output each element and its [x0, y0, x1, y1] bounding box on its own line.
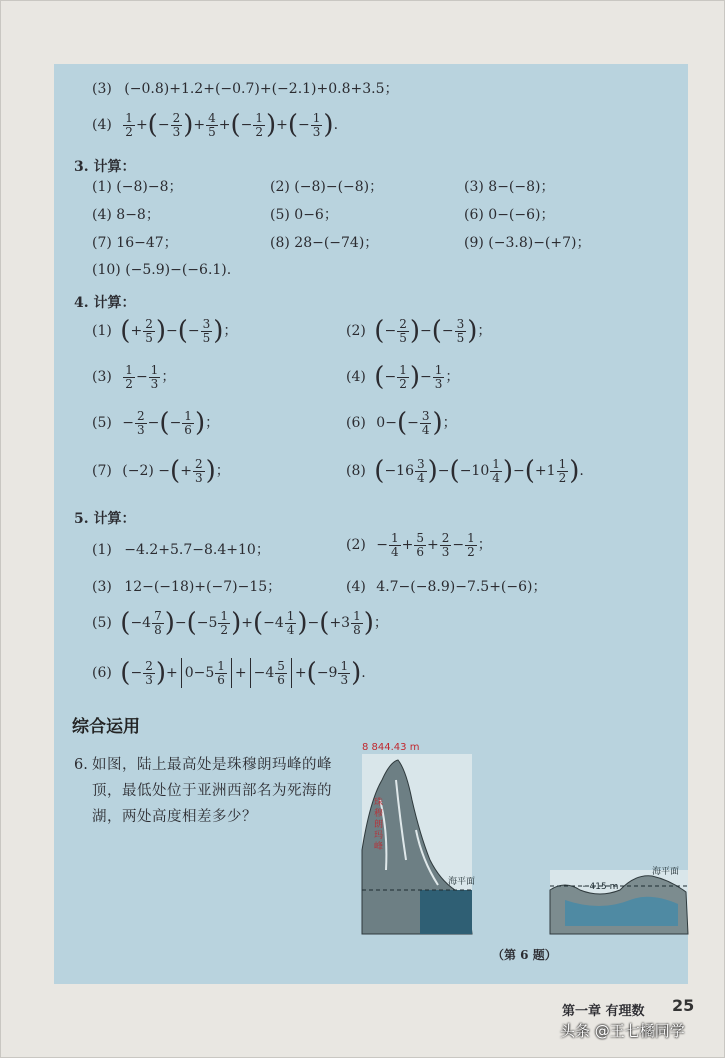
- item-label: (1): [92, 323, 112, 340]
- sea-level-label-left: 海平面: [448, 877, 476, 887]
- q4-item-3: (3) $\frac{1}{2}$ − $\frac{1}{3}$ ；: [92, 363, 176, 391]
- item-label: (3): [92, 81, 112, 97]
- q4-item-1: (1) (+ $\frac{2}{5}$ )−(− $\frac{3}{5}$ )；: [92, 316, 238, 347]
- watermark: 头条 @王七橘同学: [560, 1022, 685, 1040]
- item-expression: 12−(−18)+(−7)−15；: [124, 579, 282, 595]
- item-expression: 4.7−(−8.9)−7.5+(−6)；: [376, 579, 547, 595]
- q3-item-7: (7) 16−47；: [92, 235, 178, 251]
- q3-item-8: (8) 28−(−74)；: [270, 235, 379, 251]
- q5-item-5: (5) (−4 $\frac{7}{8}$ )−(−5 $\frac{1}{2}$ )+(−4 $\frac{1}{4}$ )−(+3 $\frac{1}{8}$ )；: [92, 608, 388, 639]
- q4-item-5: (5) − $\frac{2}{3}$ −(− $\frac{1}{6}$ )；: [92, 408, 220, 439]
- q5-item-3: [92, 580, 281, 594]
- item-label: (6): [92, 665, 112, 681]
- figure-caption: （第 6 题）: [492, 948, 557, 962]
- item-expression: (−0.8)+1.2+(−0.7)+(−2.1)+0.8+3.5；: [124, 81, 399, 97]
- item-label: (3): [92, 369, 112, 386]
- q3-item-9: (9) (−3.8)−(+7)；: [464, 235, 591, 251]
- q5-item-1: [92, 543, 270, 557]
- q5-title: 5. 计算：: [74, 511, 136, 527]
- q3-item-5: (5) 0−6；: [270, 207, 338, 223]
- q3-item-6: (6) 0−(−6)；: [464, 207, 555, 223]
- chapter-title: 第一章 有理数: [562, 1004, 645, 1019]
- q4-item-2: (2) (− $\frac{2}{5}$ )−(− $\frac{3}{5}$ )；: [346, 316, 492, 347]
- everest-deadsea-illustration: [360, 740, 690, 940]
- item-label: (4): [92, 117, 112, 134]
- page-number: 25: [672, 996, 695, 1015]
- everest-name-label: 珠穆朗玛峰: [374, 798, 384, 852]
- q6-text: 如图，陆上最高处是珠穆朗玛峰的峰顶，最低处位于亚洲西部名为死海的湖，两处高度相差多少？: [92, 757, 332, 825]
- item-label: (5): [92, 615, 112, 632]
- q4-title: 4. 计算：: [74, 295, 136, 311]
- section-heading: 综合运用: [72, 717, 140, 737]
- q3-item-3: (3) 8−(−8)；: [464, 179, 555, 195]
- q3-item-4: (4) 8−8；: [92, 207, 160, 223]
- q5-item-2: (2) − $\frac{1}{4}$ + $\frac{5}{6}$ + $\frac{2}{3}$ − $\frac{1}{2}$ ；: [346, 531, 492, 559]
- q5-item-6: (6) (− $\frac{2}{3}$ )+ 0−5 $\frac{1}{6}$ + −4 $\frac{5}{6}$ +(−9 $\frac{1}{3}$ ).: [92, 658, 366, 688]
- q4-item-7: (7) (−2) −(+ $\frac{2}{3}$ )；: [92, 456, 230, 487]
- item-label: (6): [346, 415, 366, 432]
- q4-item-6: (6) 0−(− $\frac{3}{4}$ )；: [346, 408, 457, 439]
- q3-item-2: (2) (−8)−(−8)；: [270, 179, 384, 195]
- item-label: (8): [346, 463, 366, 480]
- item-label: (3): [92, 579, 112, 595]
- item-label: (1): [92, 542, 112, 558]
- item-label: (5): [92, 415, 112, 432]
- item-expression: −4.2+5.7−8.4+10；: [124, 542, 270, 558]
- q6-figure: [360, 740, 690, 940]
- everest-altitude-label: 8 844.43 m: [362, 742, 420, 753]
- dead-sea-depth-label: −415 m: [582, 882, 619, 892]
- q6-number: 6.: [74, 757, 88, 773]
- q4-item-4: (4) (− $\frac{1}{2}$ )− $\frac{1}{3}$ ；: [346, 362, 460, 393]
- q3-item-1: (1) (−8)−8；: [92, 179, 183, 195]
- q2-item-4: (4) $\frac{1}{2}$ +(− $\frac{2}{3}$ )+ $\frac{4}{5}$ +(− $\frac{1}{2}$ )+(− $\frac{1}{3}$ ).: [92, 110, 339, 141]
- q4-item-8: (8) (−16 $\frac{3}{4}$ )−(−10 $\frac{1}{4}$ )−(+1 $\frac{1}{2}$ ).: [346, 456, 584, 487]
- q3-item-10: (10) (−5.9)−(−6.1).: [92, 262, 232, 278]
- item-label: (4): [346, 369, 366, 386]
- item-label: (2): [346, 323, 366, 340]
- item-label: (2): [346, 537, 366, 554]
- q3-title: 3. 计算：: [74, 159, 136, 175]
- item-label: (4): [346, 579, 366, 595]
- item-label: (7): [92, 463, 112, 480]
- sea-level-label-right: 海平面: [652, 867, 680, 877]
- q5-item-4: [346, 580, 547, 594]
- q2-item-3: [92, 82, 399, 96]
